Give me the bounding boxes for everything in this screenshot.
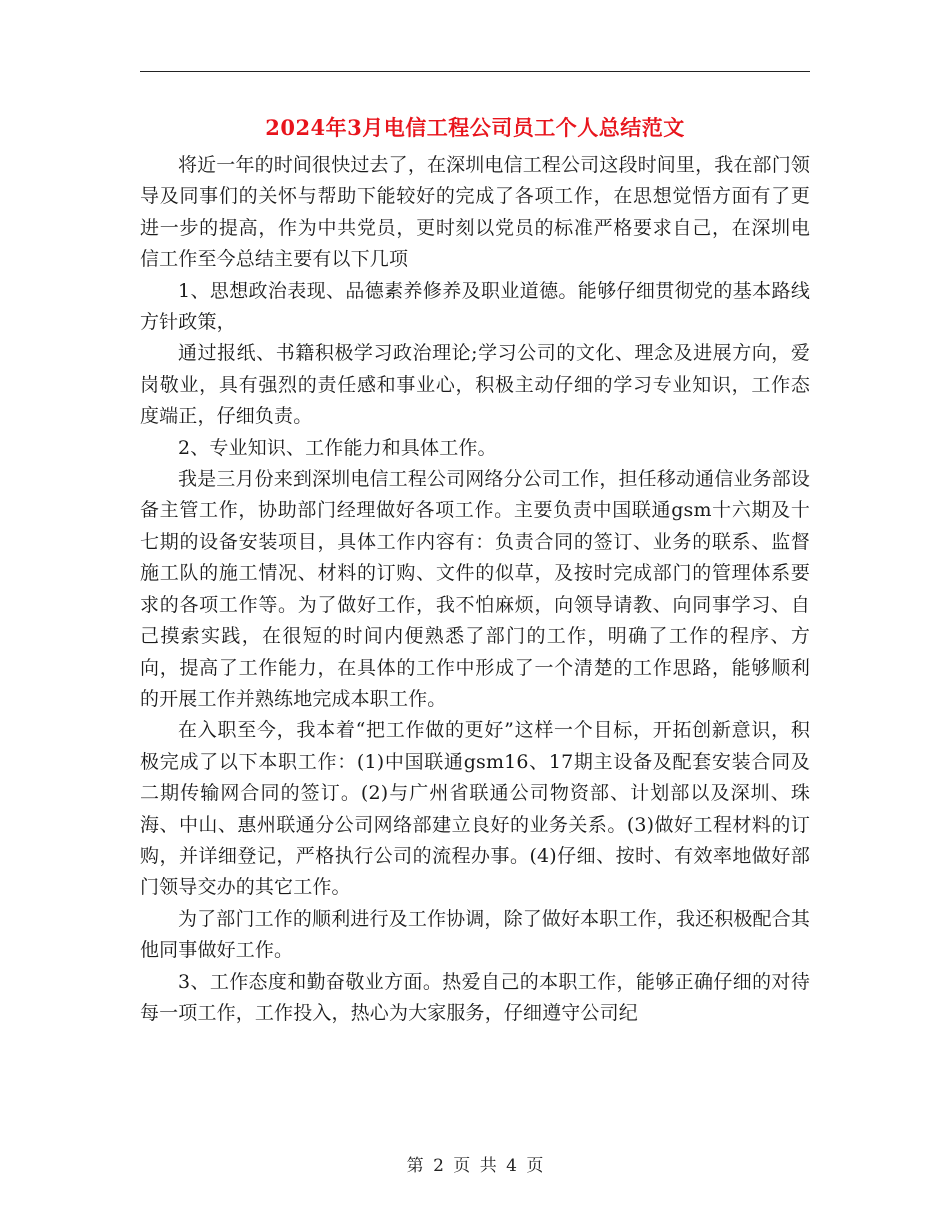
document-body [140, 150, 810, 1029]
paragraph-study: 通过报纸、书籍积极学习政治理论;学习公司的文化、理念及进展方向，爱岗敬业，具有强烈的责任感和事业心，积极主动仔细的学习专业知识，工作态度端正，仔细负责。 [140, 342, 810, 428]
paragraph-intro: 将近一年的时间很快过去了，在深圳电信工程公司这段时间里，我在部门领导及同事们的关怀与帮助下能较好的完成了各项工作，在思想觉悟方面有了更进一步的提高，作为中共党员，更时刻以党员的标准严格要求自己，在深圳电信工作至今总结主要有以下几项 [140, 154, 810, 271]
document-title: 2024年3月电信工程公司员工个人总结范文 [265, 115, 685, 140]
paragraph-achievements: 在入职至今，我本着“把工作做的更好”这样一个目标，开拓创新意识，积极完成了以下本职工作：(1)中国联通gsm16、17期主设备及配套安装合同及二期传输网合同的签订。(2)与广州省联通公司物资部、计划部以及深圳、珠海、中山、惠州联通分公司网络部建立良好的业务关系。(3)做好工程材料的订购，并详细登记，严格执行公司的流程办事。(4)仔细、按时、有效率地做好部门领导交办的其它工作。 [140, 719, 810, 899]
paragraph-section-3: 3、工作态度和勤奋敬业方面。热爱自己的本职工作，能够正确仔细的对待每一项工作，工作投入，热心为大家服务，仔细遵守公司纪 [140, 970, 810, 1024]
paragraph-cooperation: 为了部门工作的顺利进行及工作协调，除了做好本职工作，我还积极配合其他同事做好工作。 [140, 907, 810, 962]
paragraph-job-duties: 我是三月份来到深圳电信工程公司网络分公司工作，担任移动通信业务部设备主管工作，协助部门经理做好各项工作。主要负责中国联通gsm十六期及十七期的设备安装项目，具体工作内容有：负责合同的签订、业务的联系、监督施工队的施工情况、材料的订购、文件的似草，及按时完成部门的管理体系要求的各项工作等。为了做好工作，我不怕麻烦，向领导请教、向同事学习、自己摸索实践，在很短的时间内便熟悉了部门的工作，明确了工作的程序、方向，提高了工作能力，在具体的工作中形成了一个清楚的工作思路，能够顺利的开展工作并熟练地完成本职工作。 [140, 468, 810, 710]
page-number: 第 2 页 共 4 页 [406, 1156, 544, 1176]
header-rule [140, 71, 810, 72]
paragraph-section-1: 1、思想政治表现、品德素养修养及职业道德。能够仔细贯彻党的基本路线方针政策， [140, 279, 810, 334]
paragraph-section-2: 2、专业知识、工作能力和具体工作。 [178, 436, 497, 459]
